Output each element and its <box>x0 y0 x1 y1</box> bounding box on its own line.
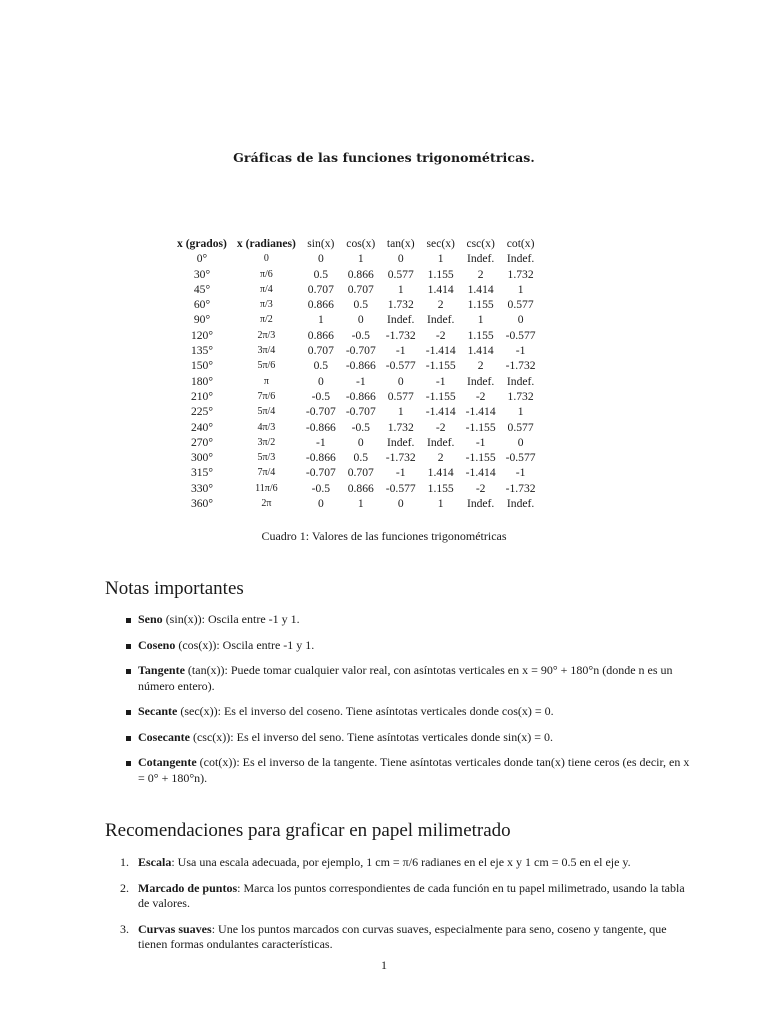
table-cell: 0° <box>196 252 208 266</box>
table-cell: -1.155 <box>425 359 456 373</box>
table-cell: 5π/3 <box>257 452 276 464</box>
bullet-icon <box>126 618 131 623</box>
table-cell: 270° <box>190 435 213 449</box>
table-cell: -0.866 <box>305 451 336 465</box>
table-cell: Indef. <box>387 435 415 449</box>
table-cell: 0.577 <box>507 298 534 312</box>
table-cell: 0 <box>317 374 324 388</box>
table-cell: 1 <box>357 497 364 511</box>
table-cell: -1.414 <box>465 405 496 419</box>
table-row <box>172 343 541 358</box>
list-item <box>120 881 698 912</box>
list-item <box>120 922 698 953</box>
note-term: Coseno <box>138 637 176 652</box>
table-cell: 1 <box>437 252 444 266</box>
trig-values-table <box>172 236 541 511</box>
table-cell: Indef. <box>427 435 455 449</box>
table-cell: 0.5 <box>353 298 369 312</box>
table-row <box>172 282 541 297</box>
rec-term: Escala <box>138 855 172 869</box>
table-cell: 1.155 <box>427 267 454 281</box>
table-cell: Indef. <box>466 252 495 266</box>
table-cell: 0.5 <box>353 451 369 465</box>
table-cell: 4π/3 <box>257 421 276 433</box>
table-cell: 1.155 <box>427 481 454 495</box>
table-cell: 1.155 <box>467 328 494 342</box>
note-term: Secante <box>138 704 178 718</box>
table-cell: 1 <box>517 282 524 296</box>
table-cell: -0.577 <box>505 328 536 342</box>
table-cell: -1 <box>355 374 366 388</box>
table-row <box>172 251 541 266</box>
table-header-row <box>172 236 541 251</box>
table-cell: Indef. <box>506 252 535 266</box>
table-cell: π/3 <box>259 299 273 311</box>
table-cell: -1 <box>475 435 486 449</box>
list-item <box>120 855 698 871</box>
rec-text: : Usa una escala adecuada, por ejemplo, 1 cm = π/6 radianes en el eje x y 1 cm = 0.5 en el eje y. <box>171 855 631 869</box>
table-cell: -0.577 <box>385 359 416 373</box>
table-cell: -1.732 <box>385 328 416 342</box>
table-row <box>172 496 541 511</box>
bullet-icon <box>126 710 131 715</box>
note-text: (sec(x)): Es el inverso del coseno. Tiene asíntotas verticales donde cos(x) = 0. <box>177 704 554 718</box>
table-cell: 0.577 <box>507 420 534 434</box>
table-cell: 2π <box>261 498 272 510</box>
table-cell: 0 <box>397 497 404 511</box>
table-cell: -1.732 <box>385 451 416 465</box>
table-cell: 180° <box>190 374 213 388</box>
table-cell: 0.577 <box>387 267 414 281</box>
table-cell: 240° <box>190 420 213 434</box>
bullet-icon <box>126 736 131 741</box>
table-cell: 135° <box>190 344 213 358</box>
table-cell: -0.866 <box>345 389 376 403</box>
table-header-cell: cot(x) <box>506 237 535 250</box>
table-cell: 30° <box>193 267 211 281</box>
table-row <box>172 465 541 480</box>
table-cell: 1.414 <box>467 344 494 358</box>
note-text: (csc(x)): Es el inverso del seno. Tiene asíntotas verticales donde sin(x) = 0. <box>189 729 554 744</box>
table-row <box>172 374 541 389</box>
table-cell: -0.5 <box>351 328 370 342</box>
rec-text: : Marca los puntos correspondientes de cada función en tu papel milimetrado, usando la tabla de valores. <box>138 880 685 910</box>
page-title: Gráficas de las funciones trigonométricas. <box>233 150 535 165</box>
table-row <box>172 435 541 450</box>
table-cell: Indef. <box>506 497 535 511</box>
table-cell: 5π/4 <box>257 406 276 418</box>
table-header-cell: sin(x) <box>307 237 335 250</box>
table-cell: 0 <box>517 313 524 327</box>
table-cell: 0 <box>357 313 364 327</box>
table-row <box>172 450 541 465</box>
note-term: Cosecante <box>138 729 190 744</box>
table-cell: -0.866 <box>305 420 336 434</box>
table-cell: 1 <box>477 313 484 327</box>
table-row <box>172 404 541 419</box>
table-cell: -0.707 <box>305 466 336 480</box>
table-cell: 150° <box>190 359 213 373</box>
table-cell: 0.707 <box>307 282 334 296</box>
table-cell: -1 <box>515 344 526 358</box>
rec-term: Curvas suaves <box>138 921 212 936</box>
table-header-cell: x (grados) <box>177 237 227 250</box>
table-cell: 3π/4 <box>257 345 276 357</box>
table-cell: 60° <box>193 298 211 312</box>
table-cell: 1.732 <box>387 420 414 434</box>
table-cell: 1 <box>317 313 324 327</box>
table-cell: 330° <box>190 481 213 495</box>
table-cell: -1 <box>515 466 526 480</box>
table-cell: -1.732 <box>505 359 536 373</box>
table-cell: 0.577 <box>387 389 414 403</box>
table-cell: π <box>263 375 269 387</box>
table-cell: 11π/6 <box>255 482 278 494</box>
note-term: Tangente <box>138 663 185 677</box>
table-cell: 1.414 <box>427 466 454 480</box>
table-cell: 2 <box>437 298 444 312</box>
rec-term: Marcado de puntos <box>138 880 238 895</box>
table-cell: 2 <box>477 267 484 281</box>
table-cell: -1 <box>435 374 446 388</box>
table-cell: -1.414 <box>465 466 496 480</box>
table-row <box>172 389 541 404</box>
table-cell: 0.707 <box>347 466 374 480</box>
table-cell: 1 <box>397 282 404 296</box>
table-cell: -0.577 <box>385 481 416 495</box>
table-row <box>172 267 541 282</box>
rec-text: : Une los puntos marcados con curvas suaves, especialmente para seno, coseno y tangente, que tienen formas ondulantes características. <box>138 921 667 951</box>
page-number: 1 <box>381 958 387 972</box>
table-cell: -1 <box>395 466 406 480</box>
table-cell: 300° <box>190 451 213 465</box>
table-cell: -0.5 <box>311 481 331 495</box>
table-cell: 0.707 <box>347 282 374 296</box>
table-cell: 1.732 <box>507 267 534 281</box>
table-cell: -0.866 <box>345 359 376 373</box>
table-cell: 2 <box>437 451 444 465</box>
table-cell: 0 <box>517 435 524 449</box>
table-cell: 3π/2 <box>257 436 276 448</box>
table-cell: 360° <box>190 497 213 511</box>
table-cell: 1 <box>397 405 404 419</box>
table-cell: 0.707 <box>307 344 334 358</box>
table-cell: -1 <box>316 435 326 449</box>
table-cell: 2 <box>477 359 484 373</box>
table-cell: -1.155 <box>425 389 456 403</box>
table-cell: 1.732 <box>387 298 414 312</box>
table-header-cell: tan(x) <box>386 237 415 250</box>
table-cell: 0 <box>357 435 364 449</box>
table-cell: 1.414 <box>427 282 454 296</box>
table-cell: Indef. <box>387 313 415 327</box>
item-number: 1. <box>120 855 129 869</box>
recommendations-heading: Recomendaciones para graficar en papel milimetrado <box>105 820 511 841</box>
table-cell: 0 <box>317 252 324 266</box>
table-cell: -1.155 <box>465 451 496 465</box>
table-cell: 0 <box>397 374 404 388</box>
list-item <box>123 663 698 694</box>
table-cell: -0.5 <box>351 420 370 434</box>
table-cell: Indef. <box>466 497 495 511</box>
table-row <box>172 420 541 435</box>
bullet-icon <box>126 669 131 674</box>
recommendations-list <box>120 855 698 963</box>
table-cell: 1 <box>437 497 444 511</box>
note-text: (tan(x)): Puede tomar cualquier valor real, con asíntotas verticales en x = 90° + 180°n (donde n es un número entero). <box>138 663 673 693</box>
table-row <box>172 328 541 343</box>
note-text: (cos(x)): Oscila entre -1 y 1. <box>175 637 315 652</box>
note-term: Seno <box>138 612 163 626</box>
table-cell: 0.866 <box>307 328 334 342</box>
bullet-icon <box>126 644 131 649</box>
table-cell: -2 <box>475 481 486 495</box>
table-cell: 0.5 <box>313 267 329 281</box>
table-cell: 1 <box>517 405 524 419</box>
table-cell: 1.414 <box>467 282 494 296</box>
table-cell: -0.577 <box>505 451 536 465</box>
table-row <box>172 358 541 373</box>
table-cell: 225° <box>190 405 213 419</box>
item-number: 3. <box>120 921 129 936</box>
table-cell: -2 <box>435 420 446 434</box>
table-cell: Indef. <box>466 374 495 388</box>
list-item <box>123 638 698 654</box>
table-cell: 0 <box>317 497 324 511</box>
table-header-cell: csc(x) <box>466 237 495 250</box>
note-term: Cotangente <box>138 755 197 769</box>
table-cell: 0.866 <box>307 298 334 312</box>
table-cell: -2 <box>435 328 446 342</box>
table-cell: 7π/4 <box>257 467 276 479</box>
table-cell: -1.155 <box>465 420 496 434</box>
table-cell: -0.707 <box>345 405 376 419</box>
table-row <box>172 312 541 327</box>
table-cell: 0.866 <box>347 481 374 495</box>
table-cell: -1.414 <box>425 405 456 419</box>
item-number: 2. <box>120 880 129 895</box>
table-cell: π/6 <box>259 268 273 280</box>
list-item <box>123 612 698 628</box>
table-cell: 120° <box>190 328 213 342</box>
note-text: (cot(x)): Es el inverso de la tangente. Tiene asíntotas verticales donde tan(x) tiene ceros (es decir, en x = 0° + 180°n). <box>138 755 690 785</box>
table-cell: 0 <box>263 253 269 265</box>
list-item <box>123 730 698 746</box>
bullet-icon <box>126 761 131 766</box>
table-cell: -0.707 <box>345 344 376 358</box>
table-cell: 1.155 <box>467 298 494 312</box>
table-row <box>172 481 541 496</box>
table-cell: 1.732 <box>507 389 534 403</box>
table-cell: π/4 <box>259 283 273 295</box>
table-cell: -0.5 <box>311 389 331 403</box>
table-header-cell: x (radianes) <box>236 237 296 250</box>
table-cell: -1 <box>395 344 406 358</box>
table-cell: Indef. <box>427 313 455 327</box>
notes-list <box>123 612 698 796</box>
table-cell: 0 <box>397 252 404 266</box>
table-cell: 0.5 <box>313 359 329 373</box>
note-text: (sin(x)): Oscila entre -1 y 1. <box>162 612 300 626</box>
table-cell: 5π/6 <box>257 360 276 372</box>
table-cell: -2 <box>475 389 486 403</box>
notes-heading: Notas importantes <box>105 578 244 599</box>
table-row <box>172 297 541 312</box>
table-cell: 315° <box>190 466 213 480</box>
table-cell: 2π/3 <box>257 329 276 341</box>
table-cell: -0.707 <box>305 405 336 419</box>
table-cell: Indef. <box>506 374 535 388</box>
table-cell: 7π/6 <box>257 390 276 402</box>
list-item <box>123 704 698 720</box>
table-header-cell: cos(x) <box>346 237 376 250</box>
table-cell: -1.732 <box>505 481 536 495</box>
table-cell: 90° <box>193 313 211 327</box>
table-cell: -1.414 <box>425 344 456 358</box>
list-item <box>123 755 698 786</box>
table-cell: 1 <box>357 252 364 266</box>
table-header-cell: sec(x) <box>426 237 455 250</box>
table-cell: π/2 <box>259 314 273 326</box>
table-cell: 210° <box>190 389 213 403</box>
table-cell: 0.866 <box>347 267 374 281</box>
table-cell: 45° <box>193 282 211 296</box>
table-caption: Cuadro 1: Valores de las funciones trigonométricas <box>261 529 507 543</box>
